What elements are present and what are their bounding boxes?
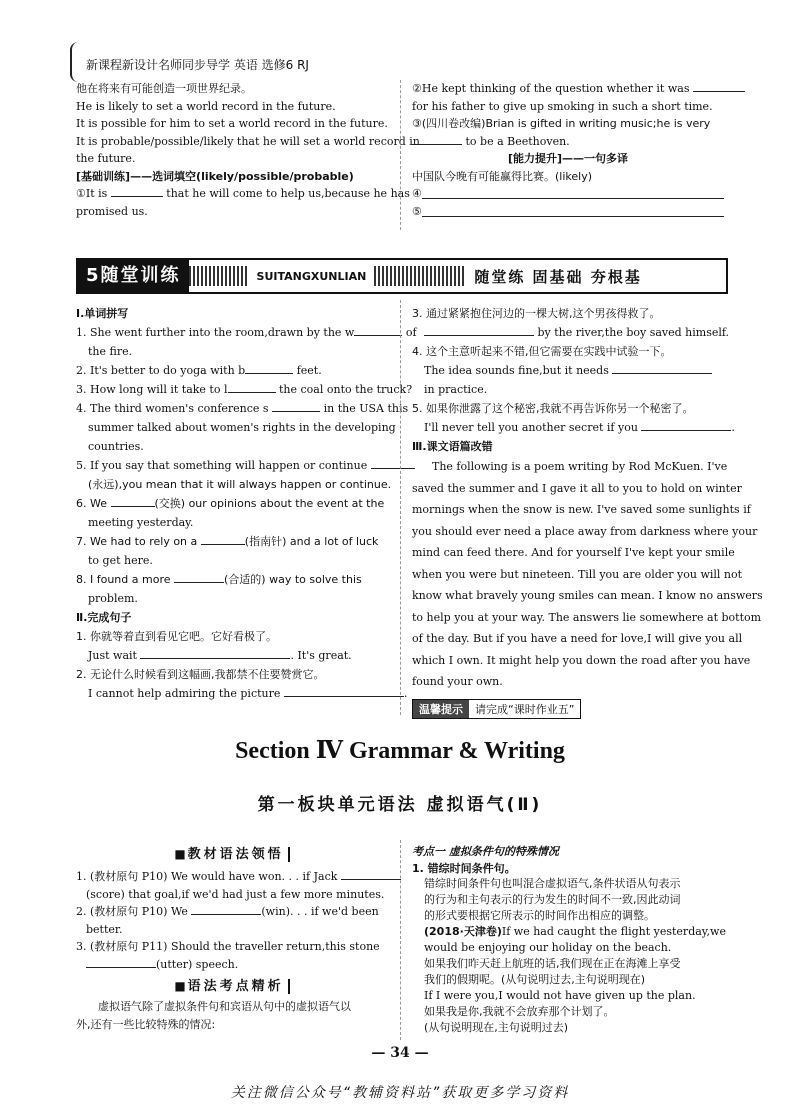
answer-blank[interactable]: [111, 185, 163, 197]
text-line: the future.: [76, 152, 136, 165]
text-line: promised us.: [76, 204, 148, 218]
s3-cn: 3. 通过紧紧抱住河边的一棵大树,这个男孩得救了。: [412, 307, 661, 320]
band-pinyin: SUITANGXUNLIAN: [256, 269, 367, 283]
q-text: to be a Beethoven.: [465, 134, 570, 148]
q-text: The idea sounds fine,but it needs: [424, 364, 609, 377]
example-line: If I were you,I would not have given up the plan.: [424, 988, 696, 1002]
page-number: — 34 —: [371, 1045, 429, 1061]
part1: [76, 304, 417, 703]
s4-en: [412, 361, 724, 380]
exercise-heading: [基础训练]——选词填空(likely/possible/probable): [76, 169, 354, 183]
para-line: 虚拟语气除了虚拟条件句和宾语从句中的虚拟语气以: [98, 1000, 351, 1013]
answer-blank[interactable]: [140, 647, 290, 659]
q-text: in the USA this: [323, 402, 409, 415]
q-text: . It's great.: [290, 649, 352, 662]
answer-blank[interactable]: [354, 324, 402, 336]
column-divider-top: [400, 80, 402, 230]
example-line: 如果我是你,我就不会放弃那个计划了。: [424, 1004, 615, 1018]
footer-note: 关注微信公众号“教辅资料站”获取更多学习资料: [230, 1085, 570, 1101]
passage-line: saved the summer and I gave it all to you to hold on winter: [412, 481, 742, 495]
q-line: meeting yesterday.: [88, 516, 194, 529]
point-sub: 1. 错综时间条件句。: [412, 861, 516, 875]
question-2: [412, 80, 724, 98]
column-divider-bottom: [400, 840, 402, 1040]
q-line: summer talked about women's rights in the developing: [88, 421, 396, 434]
part-title: Ⅱ.完成句子: [76, 611, 132, 624]
text-line: It is probable/possible/likely that he will set a world record in: [76, 134, 420, 148]
book-title: 新课程新设计名师同步导学 英语 选修6 RJ: [86, 58, 309, 72]
answer-blank[interactable]: [201, 533, 245, 545]
answer-blank[interactable]: [245, 362, 293, 374]
s2-cn: 2. 无论什么时候看到这幅画,我都禁不住要赞赏它。: [76, 668, 325, 681]
num: ④: [412, 187, 422, 200]
passage-line: know what bravely young smiles can mean. I know no answers: [412, 589, 763, 602]
q3: [76, 380, 413, 399]
item-2-cont: better.: [86, 922, 123, 936]
book-icon: ■: [174, 847, 186, 861]
q-line: to get here.: [88, 554, 153, 567]
q-text: 2. It's better to do yoga with b: [76, 364, 246, 377]
s1-en: [76, 646, 388, 665]
q-text: 7. We had to rely on a: [76, 535, 198, 548]
top-right-block: [412, 80, 724, 220]
q-text: by the river,the boy saved himself.: [537, 326, 730, 339]
q-text: (utter) speech.: [156, 957, 239, 971]
tip-text: 请完成“课时作业五”: [475, 702, 575, 716]
ability-label: 能力提升: [513, 152, 557, 165]
passage-line: you should ever need a place away from darkness where your: [412, 524, 758, 538]
text-line: He is likely to set a world record in the future.: [76, 99, 336, 113]
ability-desc: ——一句多译: [562, 152, 629, 165]
q-text: of: [405, 326, 417, 339]
item-1-cont: (score) that goal,if we'd had just a few more minutes.: [86, 887, 385, 901]
passage-line: to help you at your way. The answers lie somewhere at bottom: [412, 610, 762, 624]
prompt: 中国队今晚有可能赢得比赛。(likely): [412, 169, 593, 183]
para-line: 的行为和主句表示的行为发生的时间不一致,因此动词: [424, 892, 681, 906]
heading-text: 教材语法领悟: [188, 847, 290, 862]
answer-blank[interactable]: [424, 324, 534, 336]
q-text: (指南针) and a lot of luck: [244, 535, 379, 548]
q-text: 6. We: [76, 497, 107, 510]
example-1: [412, 924, 724, 940]
q-line: countries.: [88, 440, 144, 453]
passage-line: The following is a poem writing by Rod McKuen. I've: [432, 460, 728, 473]
answer-blank[interactable]: [111, 495, 155, 507]
q-text: (交换) our opinions about the event at the: [154, 497, 385, 510]
tip-box: [412, 699, 581, 719]
example-line: would be enjoying our holiday on the beach.: [424, 940, 672, 954]
q-line: the fire.: [88, 345, 133, 358]
answer-blank[interactable]: [272, 400, 320, 412]
item-2: [76, 903, 388, 921]
answer-blank[interactable]: [228, 381, 276, 393]
band-number: 5: [86, 265, 101, 286]
q-text: 2. (教材原句 P10) We: [76, 905, 188, 918]
q-text: 8. I found a more: [76, 573, 171, 586]
q8: [76, 570, 388, 589]
q-text: 5. If you say that something will happen or continue: [76, 459, 368, 472]
answer-line-4: [412, 185, 724, 203]
book-icon: ■: [174, 979, 186, 993]
q2: [76, 361, 388, 380]
heading-2: [76, 975, 388, 994]
band-slogan: 随堂练 固基础 夯根基: [474, 267, 642, 286]
answer-blank[interactable]: [191, 903, 261, 915]
tip-label: 温馨提示: [413, 700, 469, 718]
answer-blank[interactable]: [641, 419, 731, 431]
section-band: [76, 258, 728, 294]
passage-line: which I own. It might help you down the road after you have: [412, 653, 751, 667]
answer-blank[interactable]: [422, 203, 724, 217]
passage-line: when you were but nineteen. Till you are older you will not: [412, 567, 743, 581]
text-line: 他在将来有可能创造一项世界纪录。: [76, 82, 252, 95]
passage-line: of the day. But if you have a need for love,I will give you all: [412, 632, 743, 645]
q-text: ②He kept thinking of the question whether it was: [412, 82, 690, 95]
item-1: [76, 868, 388, 886]
heading-text: 语法考点精析: [188, 979, 290, 994]
part-title: Ⅲ.课文语篇改错: [412, 440, 493, 453]
s3-en: [412, 323, 730, 342]
band-stripe-right: [374, 266, 464, 286]
example-line: 如果我们昨天赶上航班的话,我们现在正在海滩上享受: [424, 956, 681, 970]
s2-en: I cannot help admiring the picture .: [88, 687, 408, 700]
answer-blank[interactable]: [174, 571, 224, 583]
section-title: Section Ⅳ Grammar & Writing: [235, 738, 565, 764]
q-text: (合适的) way to solve this: [224, 573, 362, 586]
exercise-label: 基础训练: [81, 169, 126, 183]
s1-cn: 1. 你就等着直到看见它吧。它好看极了。: [76, 630, 277, 643]
example-line: (从句说明现在,主句说明过去): [424, 1020, 569, 1034]
s4-cn: 4. 这个主意听起来不错,但它需要在实践中试验一下。: [412, 345, 672, 358]
s4-en-cont: in practice.: [424, 383, 488, 396]
q-text: ①It is: [76, 187, 108, 200]
question-1: [76, 185, 410, 203]
column-divider-mid: [400, 300, 402, 715]
part2-3: [412, 304, 763, 719]
para-line: 的形式要根据它所表示的时间作出相应的调整。: [424, 908, 655, 922]
answer-blank[interactable]: [422, 185, 724, 199]
q-text: I'll never tell you another secret if you: [424, 421, 638, 434]
q-line: (永远),you mean that it will always happen or continue.: [88, 478, 392, 491]
s5-cn: 5. 如果你泄露了这个秘密,我就不再告诉你另一个秘密了。: [412, 402, 694, 415]
q4: [76, 399, 409, 418]
answer-line-5: [412, 203, 724, 221]
q-text: Just wait: [88, 649, 137, 662]
q-text: I cannot help admiring the picture: [88, 687, 281, 700]
question-3: ③(四川卷改编)Brian is gifted in writing music;he is very: [412, 117, 711, 130]
para-line: 错综时间条件句也叫混合虚拟语气,条件状语从句表示: [424, 876, 681, 890]
q-text: 3. How long will it take to l: [76, 383, 228, 396]
q-text: If we had caught the flight yesterday,we: [501, 924, 726, 938]
q6: [76, 494, 388, 513]
section-subtitle: 第一板块单元语法 虚拟语气(Ⅱ): [257, 795, 543, 815]
answer-blank[interactable]: [612, 362, 712, 374]
num: ⑤: [412, 204, 422, 218]
answer-blank[interactable]: [412, 133, 462, 145]
para-line: 外,还有一些比较特殊的情况:: [76, 1017, 216, 1031]
answer-blank[interactable]: [86, 956, 156, 968]
bottom-left: [76, 843, 388, 1033]
q7: [76, 532, 388, 551]
bracket-ornament: [70, 42, 80, 82]
bottom-right: [412, 843, 724, 1036]
passage-line: found your own.: [412, 675, 503, 688]
ability-heading: [能力提升]——一句多译: [507, 152, 629, 165]
band-label: 随堂训练: [100, 265, 181, 286]
source-tag: (2018·天津卷): [424, 924, 502, 938]
q-text: the coal onto the truck?: [279, 383, 413, 396]
item-3: 3. (教材原句 P11) Should the traveller return,this stone: [76, 940, 380, 953]
part-title: Ⅰ.单词拼写: [76, 307, 129, 320]
text-line: for his father to give up smoking in such a short time.: [412, 99, 713, 113]
passage-line: mornings when the snow is new. I've saved some sunlights if: [412, 503, 751, 516]
item-3-cont: [76, 956, 388, 974]
q-text: feet.: [296, 364, 322, 377]
exercise-desc: ——选词填空(likely/possible/probable): [130, 169, 354, 183]
passage: [412, 456, 763, 693]
answer-blank[interactable]: [284, 685, 404, 697]
s5-en: I'll never tell you another secret if you .: [424, 421, 735, 434]
answer-blank[interactable]: [693, 80, 745, 92]
heading-1: [76, 843, 388, 862]
passage-line: mind can feed there. And for yourself I've kept your smile: [412, 546, 735, 559]
point-heading: 考点一 虚拟条件句的特殊情况: [412, 845, 559, 858]
band-stripe-left: [189, 266, 249, 286]
band-title: [78, 260, 189, 292]
answer-blank[interactable]: [341, 868, 401, 880]
q-text: 4. The third women's conference s: [76, 402, 269, 415]
example-line: 我们的假期呢。(从句说明过去,主句说明现在): [424, 972, 646, 986]
answer-blank[interactable]: [371, 457, 415, 469]
q1: [76, 323, 417, 342]
text-line: It is possible for him to set a world record in the future.: [76, 117, 388, 130]
top-left-block: [76, 80, 420, 220]
q5: [76, 456, 388, 475]
q-text: (win). . . if we'd been: [261, 905, 379, 918]
question-3-cont: [412, 133, 724, 151]
q-line: problem.: [88, 592, 138, 605]
q-text: 1. She went further into the room,drawn by the w: [76, 326, 355, 339]
q-text: that he will come to help us,because he has: [166, 187, 410, 200]
q-text: 1. (教材原句 P10) We would have won. . . if Jack: [76, 870, 338, 883]
